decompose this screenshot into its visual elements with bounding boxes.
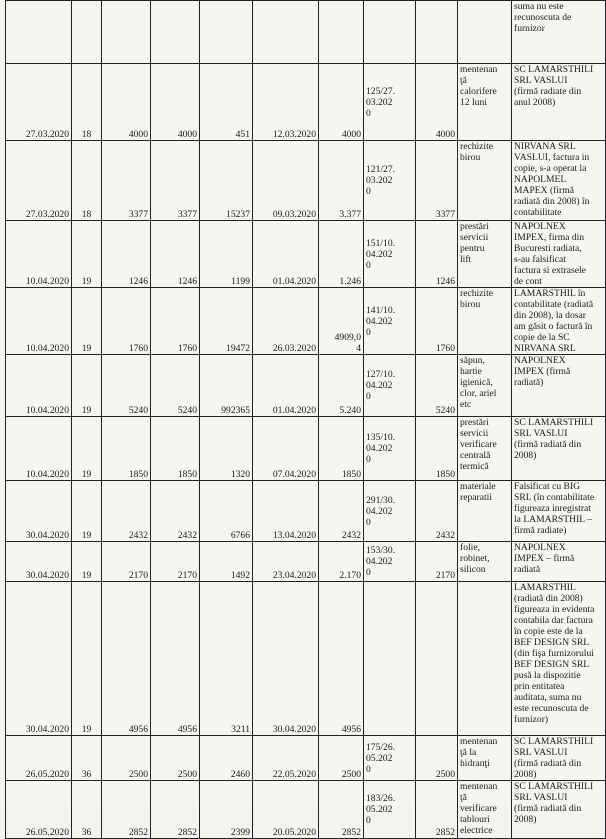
cell-v1: 1760: [102, 288, 151, 355]
cell-desc: prestări servicii pentru lift: [458, 221, 512, 288]
table-row: [6, 417, 606, 481]
cell-v1: 1246: [102, 221, 151, 288]
cell-doc-date: 07.04.2020: [253, 417, 319, 481]
cell-doc-date: 20.05.2020: [253, 781, 319, 839]
cell-date: 26.05.2020: [6, 781, 72, 839]
cell-doc: 1492: [200, 542, 253, 582]
cell-date: 30.04.2020: [6, 481, 72, 542]
cell-amt2: 1760: [416, 288, 458, 355]
cell-ref: 127/10. 04.202 0: [364, 355, 416, 417]
cell-doc-date: 01.04.2020: [253, 221, 319, 288]
cell-nr: 19: [72, 288, 102, 355]
cell-desc: rechizite birou: [458, 288, 512, 355]
cell-desc: rechizite birou: [458, 141, 512, 221]
cell-desc: mentenan ţă la hidranţi: [458, 736, 512, 781]
cell-amt: 2852: [319, 781, 364, 839]
cell-v1: [102, 1, 151, 64]
cell-doc: 1320: [200, 417, 253, 481]
cell-doc: [200, 1, 253, 64]
cell-nr: [72, 1, 102, 64]
cell-nr: 19: [72, 417, 102, 481]
cell-date: 10.04.2020: [6, 221, 72, 288]
cell-v1: 2432: [102, 481, 151, 542]
cell-ref: [364, 1, 416, 64]
cell-doc: 2399: [200, 781, 253, 839]
cell-amt2: 1850: [416, 417, 458, 481]
cell-amt2: [416, 1, 458, 64]
cell-doc-date: 01.04.2020: [253, 355, 319, 417]
cell-desc: [458, 582, 512, 736]
cell-v2: 1760: [151, 288, 200, 355]
table-row: [6, 1, 606, 64]
cell-amt: 4000: [319, 64, 364, 141]
cell-amt: 4956: [319, 582, 364, 736]
cell-date: 10.04.2020: [6, 288, 72, 355]
cell-ref: 153/30. 04.202 0: [364, 542, 416, 582]
cell-doc-date: [253, 1, 319, 64]
cell-v2: 4000: [151, 64, 200, 141]
cell-note: NAPOLNEX IMPEX – firmă radiată: [512, 542, 606, 582]
cell-nr: 18: [72, 64, 102, 141]
cell-doc-date: 26.03.2020: [253, 288, 319, 355]
cell-ref: 141/10. 04.202 0: [364, 288, 416, 355]
cell-amt: 2500: [319, 736, 364, 781]
cell-note: NAPOLNEX IMPEX, firma din Bucuresti radiata, s-au falsificat factura si extrasele de cont: [512, 221, 606, 288]
cell-desc: săpun, hartie igienică, clor, ariel etc: [458, 355, 512, 417]
table-row: [6, 781, 606, 839]
table-body: [6, 1, 606, 839]
cell-amt2: 2170: [416, 542, 458, 582]
cell-doc-date: 30.04.2020: [253, 582, 319, 736]
cell-note: LAMARSTHIL în contabilitate (radiată din 2008), la dosar am găsit o factură în copie de la SC NIRVANA SRL: [512, 288, 606, 355]
cell-note: suma nu este recunoscuta de furnizor: [512, 1, 606, 64]
cell-nr: 19: [72, 542, 102, 582]
cell-v1: 3377: [102, 141, 151, 221]
cell-nr: 18: [72, 141, 102, 221]
cell-nr: 36: [72, 781, 102, 839]
cell-date: 10.04.2020: [6, 417, 72, 481]
cell-v1: 2170: [102, 542, 151, 582]
invoice-table: [5, 0, 606, 839]
cell-ref: 135/10. 04.202 0: [364, 417, 416, 481]
cell-doc-date: 12.03.2020: [253, 64, 319, 141]
cell-amt2: 4000: [416, 64, 458, 141]
cell-doc: 1199: [200, 221, 253, 288]
cell-v2: 2852: [151, 781, 200, 839]
cell-desc: mentenan ţă calorifere 12 luni: [458, 64, 512, 141]
cell-note: SC LAMARSTHILI SRL VASLUI (firmă radiată din 2008): [512, 781, 606, 839]
cell-date: [6, 1, 72, 64]
cell-note: NIRVANA SRL VASLUI, factura in copie, s-a operat la NAPOLMEL MAPEX (firmă radiată din 2008) în contabilitate: [512, 141, 606, 221]
cell-date: 26.05.2020: [6, 736, 72, 781]
cell-note: SC LAMARSTHILI SRL VASLUI (firmă radiată din 2008): [512, 736, 606, 781]
cell-v1: 4000: [102, 64, 151, 141]
table-row: [6, 64, 606, 141]
cell-date: 27.03.2020: [6, 141, 72, 221]
cell-amt: 4909,0 4: [319, 288, 364, 355]
cell-v1: 5240: [102, 355, 151, 417]
cell-ref: 183/26. 05.202 0: [364, 781, 416, 839]
cell-v2: 2500: [151, 736, 200, 781]
cell-doc: 3211: [200, 582, 253, 736]
cell-ref: 121/27. 03.202 0: [364, 141, 416, 221]
cell-doc-date: 13.04.2020: [253, 481, 319, 542]
cell-amt: 5.240: [319, 355, 364, 417]
cell-amt2: [416, 582, 458, 736]
cell-amt: 1.246: [319, 221, 364, 288]
cell-nr: 19: [72, 582, 102, 736]
cell-v2: 5240: [151, 355, 200, 417]
cell-desc: materiale reparatii: [458, 481, 512, 542]
cell-doc-date: 09.03.2020: [253, 141, 319, 221]
cell-nr: 19: [72, 481, 102, 542]
cell-doc: 19472: [200, 288, 253, 355]
cell-note: SC LAMARSTHILI SRL VASLUI (firmă radiate din anul 2008): [512, 64, 606, 141]
cell-amt2: 1246: [416, 221, 458, 288]
cell-note: LAMARSTHIL (radiată din 2008) figureaza in evidenta contabila dar factura în copie este de la BEF DESIGN SRL (din fişa furnizorului BEF DESIGN SRL pusă la dispozitie prin entitatea auditata, suma nu este recunoscuta de furnizor): [512, 582, 606, 736]
cell-doc: 6766: [200, 481, 253, 542]
table-row: [6, 582, 606, 736]
table-row: [6, 288, 606, 355]
cell-amt2: 2432: [416, 481, 458, 542]
cell-desc: prestări servicii verificare centrală termică: [458, 417, 512, 481]
cell-note: SC LAMARSTHILI SRL VASLUI (firmă radiată din 2008): [512, 417, 606, 481]
cell-ref: 291/30. 04.202 0: [364, 481, 416, 542]
cell-amt: 2.170: [319, 542, 364, 582]
cell-date: 27.03.2020: [6, 64, 72, 141]
table-row: [6, 221, 606, 288]
cell-amt: [319, 1, 364, 64]
cell-desc: mentenan ţă verificare tablouri electrice: [458, 781, 512, 839]
cell-amt2: 5240: [416, 355, 458, 417]
table-row: [6, 481, 606, 542]
cell-v2: 4956: [151, 582, 200, 736]
cell-desc: folie, robinet, silicon: [458, 542, 512, 582]
cell-ref: [364, 582, 416, 736]
cell-doc: 451: [200, 64, 253, 141]
cell-note: NAPOLNEX IMPEX (firmă radiată): [512, 355, 606, 417]
cell-v1: 2852: [102, 781, 151, 839]
cell-note: Falsificat cu BIG SRL (în contabilitate figureaza inregistrat la LAMARSTHIL – firmă radiate): [512, 481, 606, 542]
cell-doc: 2460: [200, 736, 253, 781]
cell-nr: 19: [72, 221, 102, 288]
cell-ref: 125/27. 03.202 0: [364, 64, 416, 141]
cell-doc: 15237: [200, 141, 253, 221]
cell-date: 10.04.2020: [6, 355, 72, 417]
table-row: [6, 736, 606, 781]
cell-v2: 2432: [151, 481, 200, 542]
cell-v2: [151, 1, 200, 64]
cell-ref: 175/26. 05.202 0: [364, 736, 416, 781]
cell-nr: 36: [72, 736, 102, 781]
cell-desc: [458, 1, 512, 64]
cell-date: 30.04.2020: [6, 542, 72, 582]
cell-amt2: 2852: [416, 781, 458, 839]
cell-amt: 2432: [319, 481, 364, 542]
cell-date: 30.04.2020: [6, 582, 72, 736]
table-row: [6, 141, 606, 221]
cell-v2: 1850: [151, 417, 200, 481]
cell-nr: 19: [72, 355, 102, 417]
cell-v1: 2500: [102, 736, 151, 781]
cell-ref: 151/10. 04.202 0: [364, 221, 416, 288]
cell-doc: 992365: [200, 355, 253, 417]
cell-v1: 4956: [102, 582, 151, 736]
table-row: [6, 542, 606, 582]
cell-amt2: 2500: [416, 736, 458, 781]
cell-doc-date: 23.04.2020: [253, 542, 319, 582]
cell-doc-date: 22.05.2020: [253, 736, 319, 781]
table-row: [6, 355, 606, 417]
cell-v2: 3377: [151, 141, 200, 221]
cell-amt2: 3377: [416, 141, 458, 221]
cell-amt: 3.377: [319, 141, 364, 221]
cell-amt: 1850: [319, 417, 364, 481]
cell-v1: 1850: [102, 417, 151, 481]
cell-v2: 2170: [151, 542, 200, 582]
cell-v2: 1246: [151, 221, 200, 288]
